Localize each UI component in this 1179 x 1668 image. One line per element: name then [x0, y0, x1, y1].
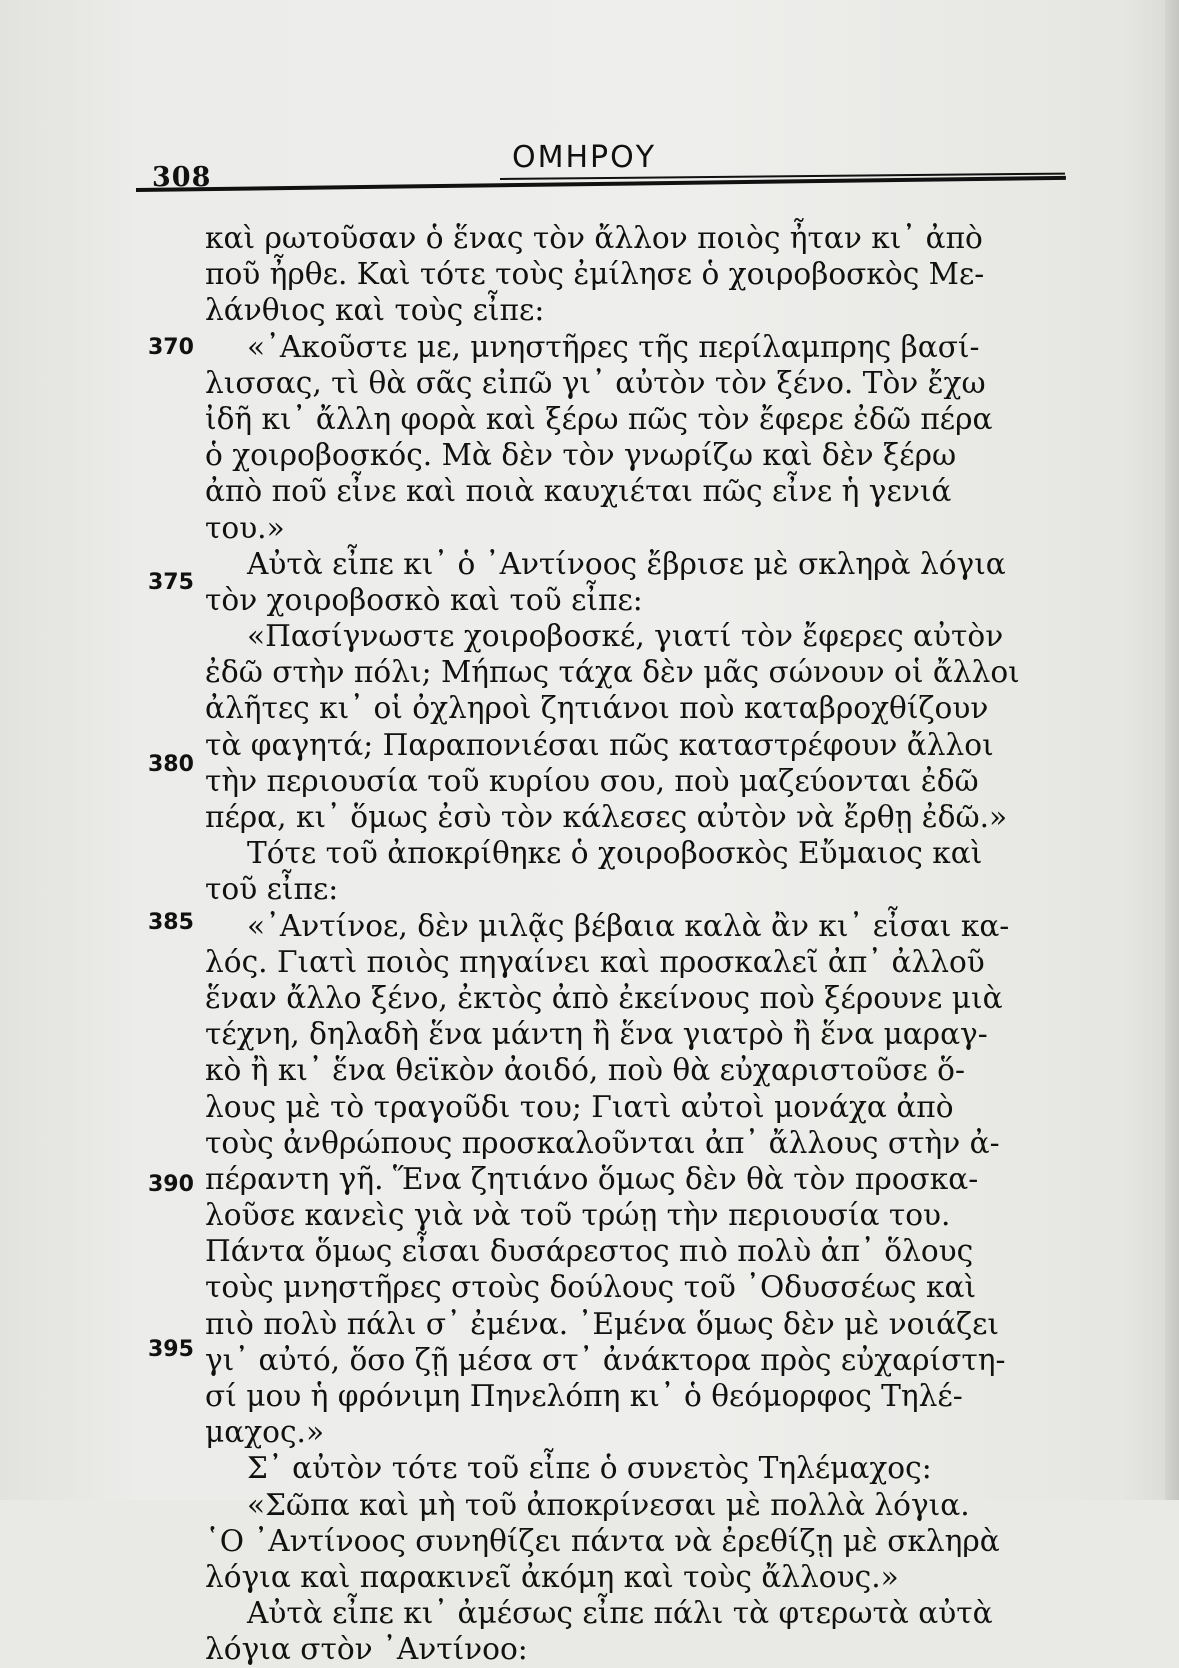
text-line: λάνθιος καὶ τοὺς εἶπε:	[205, 293, 545, 328]
body-text	[205, 220, 1065, 1668]
text-line: τοὺς μνηστῆρες στοὺς δούλους τοῦ ᾿Οδυσσέως καὶ	[205, 1270, 977, 1305]
running-head: ΟΜΗΡΟΥ	[512, 140, 657, 175]
text-line: λόγια στὸν ᾿Αντίνοο:	[205, 1632, 528, 1667]
text-line: ποῦ ἦρθε. Καὶ τότε τοὺς ἐμίλησε ὁ χοιροβοσκὸς Με-	[205, 257, 985, 292]
text-line: πιὸ πολὺ πάλι σ᾿ ἐμένα. ᾿Εμένα ὅμως δὲν μὲ νοιάζει	[205, 1306, 1000, 1341]
text-line: Σ᾿ αὐτὸν τότε τοῦ εἶπε ὁ συνετὸς Τηλέμαχος:	[247, 1451, 932, 1486]
text-line: ἰδῆ κι᾿ ἄλλη φορὰ καὶ ξέρω πῶς τὸν ἔφερε ἐδῶ πέρα	[205, 401, 993, 436]
line-number: 390	[148, 1172, 194, 1197]
text-line: κὸ ἢ κι᾿ ἕνα θεϊκὸν ἀοιδό, ποὺ θὰ εὐχαριστοῦσε ὅ-	[205, 1053, 965, 1088]
text-line: τὴν περιουσία τοῦ κυρίου σου, ποὺ μαζεύονται ἐδῶ	[205, 763, 979, 798]
text-line: «᾿Ακοῦστε με, μνηστῆρες τῆς περίλαμπρης βασί-	[247, 329, 980, 364]
text-line: «᾿Αντίνοε, δὲν μιλᾷς βέβαια καλὰ ἂν κι᾿ εἶσαι κα-	[247, 908, 1010, 943]
text-line: «Πασίγνωστε χοιροβοσκέ, γιατί τὸν ἔφερες αὐτὸν	[247, 619, 1004, 654]
text-line: ἐδῶ στὴν πόλι; Μήπως τάχα δὲν μᾶς σώνουν οἱ ἄλλοι	[205, 655, 1020, 690]
text-line: τοῦ εἶπε:	[205, 872, 339, 907]
page-number: 308	[152, 162, 212, 193]
text-line: γι᾿ αὐτό, ὅσο ζῇ μέσα στ᾿ ἀνάκτορα πρὸς εὐχαρίστη-	[205, 1342, 1006, 1377]
text-line: λόγια καὶ παρακινεῖ ἀκόμη καὶ τοὺς ἄλλους.»	[205, 1559, 899, 1594]
line-number: 395	[148, 1337, 194, 1362]
text-line: πέραντη γῆ. Ἕνα ζητιάνο ὅμως δὲν θὰ τὸν προσκα-	[205, 1161, 979, 1196]
text-line: μαχος.»	[205, 1415, 325, 1450]
text-line: λισσας, τὶ θὰ σᾶς εἰπῶ γι᾿ αὐτὸν τὸν ξένο. Τὸν ἔχω	[205, 365, 986, 400]
text-line: Αὐτὰ εἶπε κι᾿ ἀμέσως εἶπε πάλι τὰ φτερωτὰ αὐτὰ	[247, 1596, 993, 1631]
text-line: λοῦσε κανεὶς γιὰ νὰ τοῦ τρώῃ τὴν περιουσία του.	[205, 1198, 951, 1233]
text-line: λους μὲ τὸ τραγοῦδι του; Γιατὶ αὐτοὶ μονάχα ἀπὸ	[205, 1089, 954, 1124]
text-line: καὶ ρωτοῦσαν ὁ ἕνας τὸν ἄλλον ποιὸς ἦταν κι᾿ ἀπὸ	[205, 221, 983, 255]
text-line: Τότε τοῦ ἀποκρίθηκε ὁ χοιροβοσκὸς Εὔμαιος καὶ	[247, 836, 983, 871]
text-line: ἀλῆτες κι᾿ οἱ ὀχληροὶ ζητιάνοι ποὺ καταβροχθίζουν	[205, 691, 989, 726]
text-line: Πάντα ὅμως εἶσαι δυσάρεστος πιὸ πολὺ ἀπ᾿ ὅλους	[205, 1234, 974, 1269]
text-line: του.»	[205, 510, 285, 545]
text-line: τοὺς ἀνθρώπους προσκαλοῦνται ἀπ᾿ ἄλλους στὴν ἀ-	[205, 1125, 1000, 1160]
text-line: ἀπὸ ποῦ εἶνε καὶ ποιὰ καυχιέται πῶς εἶνε ἡ γενιά	[205, 474, 952, 509]
page-edge-shadow	[1165, 0, 1179, 1500]
text-line: Αὐτὰ εἶπε κι᾿ ὁ ᾿Αντίνοος ἔβρισε μὲ σκληρὰ λόγια	[247, 546, 1006, 581]
line-number: 380	[148, 752, 194, 777]
line-number: 375	[148, 570, 194, 595]
text-line: τὸν χοιροβοσκὸ καὶ τοῦ εἶπε:	[205, 582, 643, 617]
line-number: 385	[148, 910, 194, 935]
text-line: «Σῶπα καὶ μὴ τοῦ ἀποκρίνεσαι μὲ πολλὰ λόγια.	[247, 1487, 970, 1522]
text-line: τέχνη, δηλαδὴ ἕνα μάντη ἢ ἕνα γιατρὸ ἢ ἕνα μαραγ-	[205, 1017, 988, 1052]
text-line: τὰ φαγητά; Παραπονιέσαι πῶς καταστρέφουν ἄλλοι	[205, 727, 994, 762]
text-line: σί μου ἡ φρόνιμη Πηνελόπη κι᾿ ὁ θεόμορφος Τηλέ-	[205, 1379, 963, 1413]
line-number: 370	[148, 335, 194, 360]
text-line: ῾Ο ᾿Αντίνοος συνηθίζει πάντα νὰ ἐρεθίζῃ μὲ σκληρὰ	[205, 1523, 1000, 1558]
text-line: πέρα, κι᾿ ὅμως ἐσὺ τὸν κάλεσες αὐτὸν νὰ ἔρθῃ ἐδῶ.»	[205, 800, 1008, 834]
text-line: ἕναν ἄλλο ξένο, ἐκτὸς ἀπὸ ἐκείνους ποὺ ξέρουνε μιὰ	[205, 980, 1003, 1015]
text-line: ὁ χοιροβοσκός. Μὰ δὲν τὸν γνωρίζω καὶ δὲν ξέρω	[205, 438, 957, 473]
text-line: λός. Γιατὶ ποιὸς πηγαίνει καὶ προσκαλεῖ ἀπ᾿ ἀλλοῦ	[205, 944, 985, 979]
